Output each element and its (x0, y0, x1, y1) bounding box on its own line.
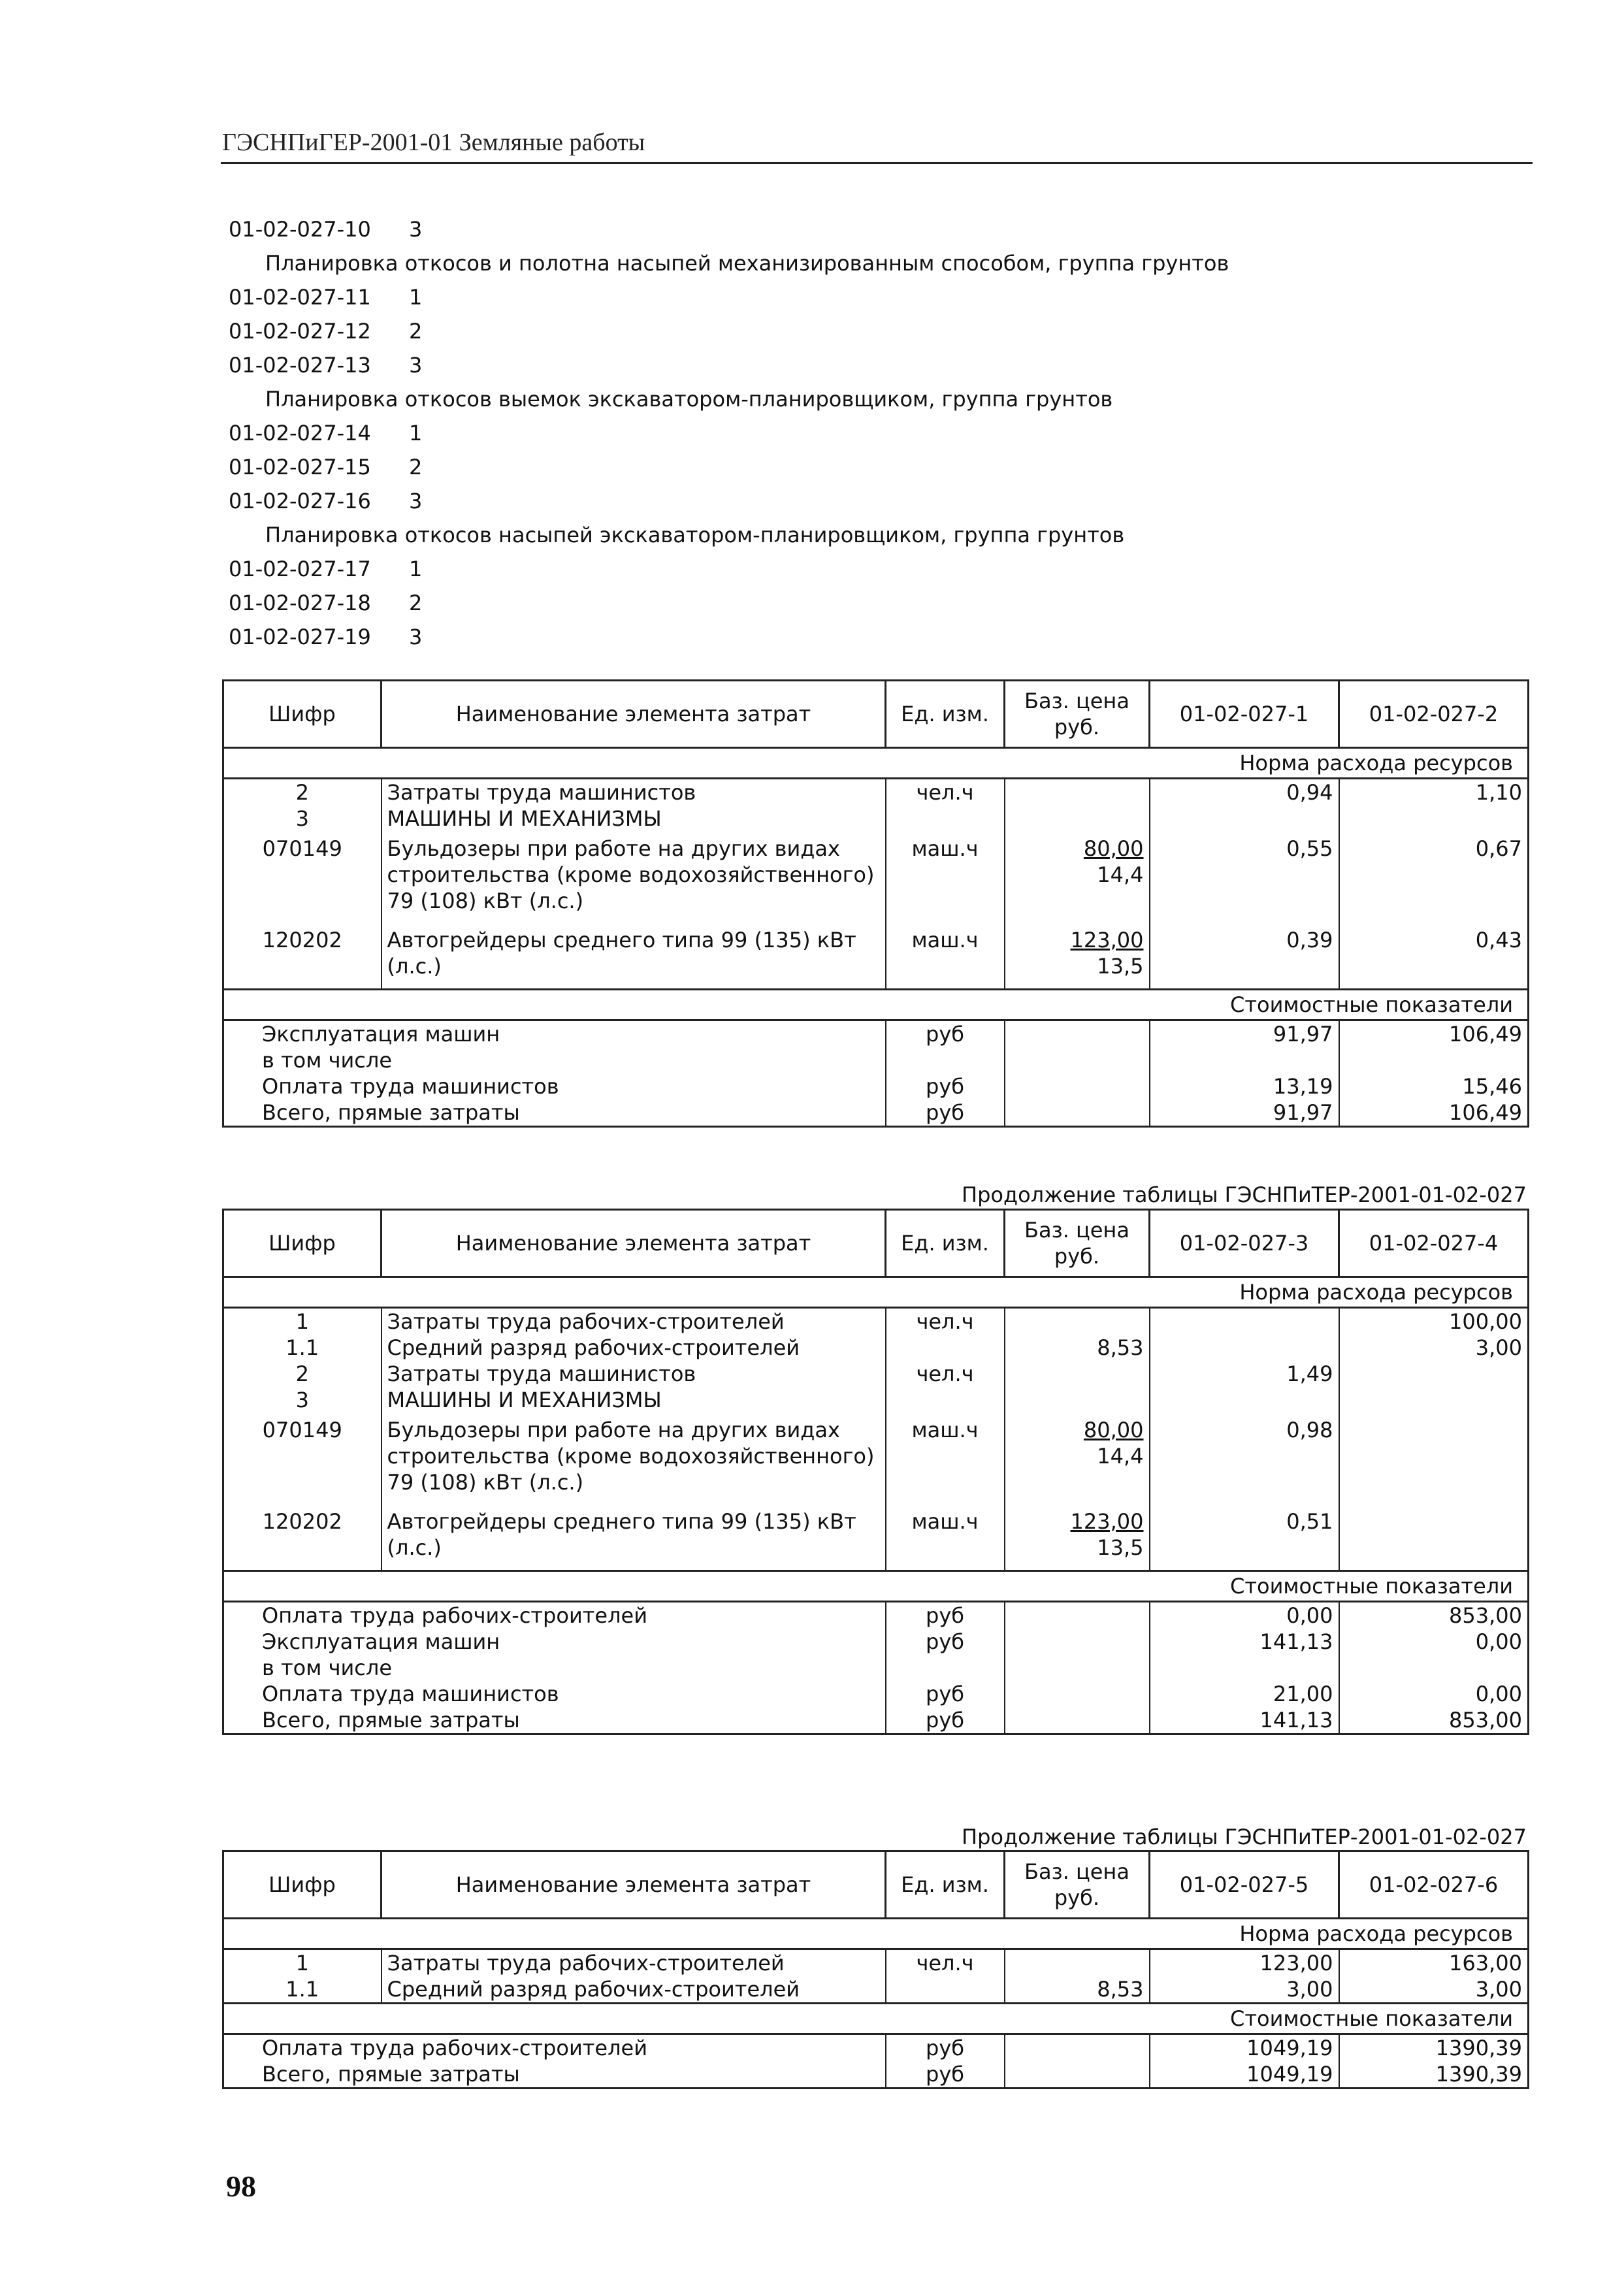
row-code: 1 (223, 1949, 382, 1977)
row-code: 120202 (223, 923, 382, 990)
row-norm-2 (1339, 1361, 1529, 1387)
row-unit: маш.ч (886, 1413, 1005, 1504)
table-row (223, 1361, 1529, 1387)
row-code: 070149 (223, 832, 382, 923)
column-header-code: Шифр (223, 681, 382, 748)
row-price-value: 8,53 (1097, 1977, 1144, 2002)
list-item (229, 212, 1535, 246)
row-price (1005, 1387, 1150, 1413)
norm-section-label: Норма расхода ресурсов (223, 748, 1529, 779)
row-code: 3 (223, 805, 382, 832)
table-continuation-label: Продолжение таблицы ГЭСНПиТЕР-2001-01-02-027 (962, 1825, 1527, 1849)
list-item-value: 1 (409, 285, 423, 310)
cost-unit: руб (886, 1681, 1005, 1707)
list-item (229, 484, 1535, 518)
row-price-value: 80,00 (1083, 1418, 1144, 1442)
list-item-value: 2 (409, 455, 423, 480)
cost-row (223, 1629, 1529, 1655)
row-name: Бульдозеры при работе на других видах строительства (кроме водохозяйственного) 79 (108) кВт (л.с.) (382, 1413, 886, 1504)
list-item-code: 01-02-027-17 (229, 557, 371, 581)
cost-empty (1005, 1073, 1150, 1099)
row-unit: чел.ч (886, 779, 1005, 806)
table-row (223, 1413, 1529, 1504)
cost-row (223, 2061, 1529, 2089)
cost-label: Оплата труда машинистов (223, 1681, 886, 1707)
row-price-value: 123,00 (1070, 928, 1144, 952)
cost-value-2: 853,00 (1339, 1707, 1529, 1734)
cost-value-1: 21,00 (1150, 1681, 1339, 1707)
cost-row (223, 1073, 1529, 1099)
row-unit: чел.ч (886, 1949, 1005, 1977)
cost-label: Эксплуатация машин (223, 1629, 886, 1655)
cost-empty (1005, 1655, 1150, 1681)
table-row (223, 1387, 1529, 1413)
cost-empty (1005, 1629, 1150, 1655)
price-header-unit: руб. (1054, 1244, 1100, 1269)
cost-unit: руб (886, 1073, 1005, 1099)
row-norm-2 (1339, 1504, 1529, 1571)
row-norm-1 (1150, 805, 1339, 832)
cost-value-1 (1150, 1655, 1339, 1681)
row-norm-1: 0,51 (1150, 1504, 1339, 1571)
cost-value-2: 0,00 (1339, 1629, 1529, 1655)
row-quantity-value: 14,4 (1097, 1444, 1144, 1469)
cost-value-2 (1339, 1047, 1529, 1073)
table-row (223, 805, 1529, 832)
list-item (229, 280, 1535, 314)
row-name: Затраты труда рабочих-строителей (382, 1949, 886, 1977)
table-row (223, 923, 1529, 990)
cost-row (223, 1602, 1529, 1629)
row-norm-1: 0,94 (1150, 779, 1339, 806)
price-header-unit: руб. (1054, 715, 1100, 740)
column-header-name: Наименование элемента затрат (382, 681, 886, 748)
row-code: 070149 (223, 1413, 382, 1504)
row-price (1005, 1335, 1150, 1361)
row-norm-1: 0,55 (1150, 832, 1339, 923)
row-norm-1 (1150, 1308, 1339, 1335)
cost-value-1: 0,00 (1150, 1602, 1339, 1629)
list-heading: Планировка откосов и полотна насыпей механизированным способом, группа грунтов (265, 251, 1229, 276)
row-price-value: 123,00 (1070, 1509, 1144, 1534)
row-code: 2 (223, 779, 382, 806)
list-item-value: 2 (409, 591, 423, 615)
norm-section-label: Норма расхода ресурсов (223, 1919, 1529, 1949)
row-code: 120202 (223, 1504, 382, 1571)
cost-empty (1005, 1099, 1150, 1127)
cost-row (223, 1047, 1529, 1073)
list-item-code: 01-02-027-15 (229, 455, 371, 480)
cost-value-2: 1390,39 (1339, 2034, 1529, 2062)
price-header-unit: руб. (1054, 1885, 1100, 1910)
row-norm-2: 3,00 (1339, 1976, 1529, 2004)
row-price (1005, 923, 1150, 990)
list-item-code: 01-02-027-14 (229, 421, 371, 446)
cost-row (223, 2034, 1529, 2062)
norm-section-label: Норма расхода ресурсов (223, 1277, 1529, 1308)
cost-row (223, 1099, 1529, 1127)
column-header-norm-1: 01-02-027-1 (1150, 681, 1339, 748)
row-price (1005, 1413, 1150, 1504)
row-price (1005, 1504, 1150, 1571)
row-name: Средний разряд рабочих-строителей (382, 1976, 886, 2004)
cost-unit: руб (886, 1629, 1005, 1655)
table-row (223, 1308, 1529, 1335)
list-item (229, 586, 1535, 620)
row-norm-2: 1,10 (1339, 779, 1529, 806)
cost-section-label: Стоимостные показатели (223, 990, 1529, 1020)
row-unit: чел.ч (886, 1308, 1005, 1335)
item-list (229, 212, 1535, 654)
row-norm-1 (1150, 1387, 1339, 1413)
cost-value-1: 91,97 (1150, 1099, 1339, 1127)
cost-value-1 (1150, 1047, 1339, 1073)
row-name: Бульдозеры при работе на других видах строительства (кроме водохозяйственного) 79 (108) кВт (л.с.) (382, 832, 886, 923)
cost-unit: руб (886, 1099, 1005, 1127)
cost-value-1: 141,13 (1150, 1707, 1339, 1734)
resource-norm-table (222, 1850, 1529, 2089)
column-header-norm-1: 01-02-027-3 (1150, 1210, 1339, 1277)
cost-label: Всего, прямые затраты (223, 1707, 886, 1734)
cost-unit (886, 1047, 1005, 1073)
row-name: МАШИНЫ И МЕХАНИЗМЫ (382, 1387, 886, 1413)
list-item-code: 01-02-027-18 (229, 591, 371, 615)
list-item-value: 3 (409, 217, 423, 242)
cost-row (223, 1681, 1529, 1707)
list-item-value: 3 (409, 353, 423, 378)
cost-unit: руб (886, 1707, 1005, 1734)
table-row (223, 1504, 1529, 1571)
row-norm-2: 3,00 (1339, 1335, 1529, 1361)
row-code: 1.1 (223, 1335, 382, 1361)
row-quantity-value: 14,4 (1097, 862, 1144, 887)
row-norm-1: 0,39 (1150, 923, 1339, 990)
cost-empty (1005, 1707, 1150, 1734)
row-unit: чел.ч (886, 1361, 1005, 1387)
row-price (1005, 832, 1150, 923)
cost-value-2: 106,49 (1339, 1099, 1529, 1127)
row-code: 3 (223, 1387, 382, 1413)
list-item-code: 01-02-027-13 (229, 353, 371, 378)
row-name: Затраты труда рабочих-строителей (382, 1308, 886, 1335)
table-row (223, 1976, 1529, 2004)
cost-unit (886, 1655, 1005, 1681)
list-item-value: 2 (409, 319, 423, 344)
cost-value-1: 141,13 (1150, 1629, 1339, 1655)
column-header-norm-1: 01-02-027-5 (1150, 1851, 1339, 1919)
cost-value-1: 13,19 (1150, 1073, 1339, 1099)
table-row (223, 832, 1529, 923)
column-header-name: Наименование элемента затрат (382, 1210, 886, 1277)
cost-value-1: 1049,19 (1150, 2061, 1339, 2089)
row-unit: маш.ч (886, 832, 1005, 923)
row-norm-1: 3,00 (1150, 1976, 1339, 2004)
column-header-norm-2: 01-02-027-2 (1339, 681, 1529, 748)
cost-label: в том числе (223, 1047, 886, 1073)
cost-label: Всего, прямые затраты (223, 2061, 886, 2089)
column-header-unit: Ед. изм. (886, 681, 1005, 748)
cost-unit: руб (886, 1020, 1005, 1048)
list-item (229, 314, 1535, 348)
column-header-norm-2: 01-02-027-4 (1339, 1210, 1529, 1277)
row-code: 1 (223, 1308, 382, 1335)
cost-value-1: 1049,19 (1150, 2034, 1339, 2062)
cost-row (223, 1707, 1529, 1734)
price-header-line: Баз. цена (1024, 1218, 1129, 1243)
column-header-code: Шифр (223, 1851, 382, 1919)
cost-value-2: 15,46 (1339, 1073, 1529, 1099)
row-price-value: 8,53 (1097, 1335, 1144, 1360)
page-number: 98 (226, 2170, 256, 2203)
list-item-value: 3 (409, 625, 423, 649)
list-item-code: 01-02-027-12 (229, 319, 371, 344)
row-name: Затраты труда машинистов (382, 1361, 886, 1387)
row-unit: маш.ч (886, 1504, 1005, 1571)
cost-unit: руб (886, 2061, 1005, 2089)
resource-norm-table (222, 1209, 1529, 1735)
price-header-line: Баз. цена (1024, 1859, 1129, 1884)
row-norm-1: 123,00 (1150, 1949, 1339, 1977)
list-item (229, 450, 1535, 484)
cost-value-2: 853,00 (1339, 1602, 1529, 1629)
cost-row (223, 1020, 1529, 1048)
cost-empty (1005, 1020, 1150, 1048)
cost-empty (1005, 1047, 1150, 1073)
cost-empty (1005, 2034, 1150, 2062)
row-unit: маш.ч (886, 923, 1005, 990)
row-norm-2: 0,43 (1339, 923, 1529, 990)
table-row (223, 1335, 1529, 1361)
row-unit (886, 1976, 1005, 2004)
row-norm-2: 0,67 (1339, 832, 1529, 923)
running-head: ГЭСНПиГЕР-2001-01 Земляные работы (222, 129, 645, 156)
list-heading: Планировка откосов насыпей экскаватором-планировщиком, группа грунтов (265, 523, 1125, 547)
cost-unit: руб (886, 2034, 1005, 2062)
list-item-code: 01-02-027-16 (229, 489, 371, 513)
cost-value-2: 0,00 (1339, 1681, 1529, 1707)
column-header-price (1005, 681, 1150, 748)
row-unit (886, 805, 1005, 832)
row-quantity-value: 13,5 (1097, 954, 1144, 979)
cost-label: Оплата труда машинистов (223, 1073, 886, 1099)
cost-value-1: 91,97 (1150, 1020, 1339, 1048)
list-item (229, 552, 1535, 586)
cost-label: в том числе (223, 1655, 886, 1681)
row-price (1005, 1308, 1150, 1335)
column-header-price (1005, 1851, 1150, 1919)
list-item (229, 620, 1535, 654)
list-item-value: 3 (409, 489, 423, 513)
cost-empty (1005, 2061, 1150, 2089)
cost-row (223, 1655, 1529, 1681)
cost-empty (1005, 1602, 1150, 1629)
column-header-unit: Ед. изм. (886, 1210, 1005, 1277)
row-norm-2 (1339, 1413, 1529, 1504)
row-unit (886, 1387, 1005, 1413)
row-code: 2 (223, 1361, 382, 1387)
row-price (1005, 1949, 1150, 1977)
cost-label: Оплата труда рабочих-строителей (223, 2034, 886, 2062)
cost-label: Оплата труда рабочих-строителей (223, 1602, 886, 1629)
row-price-value: 80,00 (1083, 836, 1144, 861)
cost-unit: руб (886, 1602, 1005, 1629)
row-name: Автогрейдеры среднего типа 99 (135) кВт (л.с.) (382, 923, 886, 990)
price-header-line: Баз. цена (1024, 689, 1129, 713)
row-norm-2 (1339, 1387, 1529, 1413)
row-code: 1.1 (223, 1976, 382, 2004)
list-item-code: 01-02-027-19 (229, 625, 371, 649)
cost-label: Эксплуатация машин (223, 1020, 886, 1048)
row-name: МАШИНЫ И МЕХАНИЗМЫ (382, 805, 886, 832)
row-name: Средний разряд рабочих-строителей (382, 1335, 886, 1361)
cost-value-2: 1390,39 (1339, 2061, 1529, 2089)
row-unit (886, 1335, 1005, 1361)
list-item-value: 1 (409, 557, 423, 581)
row-price (1005, 805, 1150, 832)
list-heading: Планировка откосов выемок экскаватором-планировщиком, группа грунтов (265, 387, 1113, 412)
cost-empty (1005, 1681, 1150, 1707)
column-header-name: Наименование элемента затрат (382, 1851, 886, 1919)
row-price (1005, 779, 1150, 806)
list-item-value: 1 (409, 421, 423, 446)
row-price (1005, 1361, 1150, 1387)
row-norm-2 (1339, 805, 1529, 832)
cost-label: Всего, прямые затраты (223, 1099, 886, 1127)
row-norm-2: 163,00 (1339, 1949, 1529, 1977)
column-header-price (1005, 1210, 1150, 1277)
cost-value-2 (1339, 1655, 1529, 1681)
list-item (229, 416, 1535, 450)
row-name: Автогрейдеры среднего типа 99 (135) кВт (л.с.) (382, 1504, 886, 1571)
cost-section-label: Стоимостные показатели (223, 1571, 1529, 1602)
table-continuation-label: Продолжение таблицы ГЭСНПиТЕР-2001-01-02-027 (962, 1182, 1527, 1207)
column-header-unit: Ед. изм. (886, 1851, 1005, 1919)
row-norm-1: 1,49 (1150, 1361, 1339, 1387)
cost-value-2: 106,49 (1339, 1020, 1529, 1048)
row-price (1005, 1976, 1150, 2004)
row-norm-2: 100,00 (1339, 1308, 1529, 1335)
column-header-norm-2: 01-02-027-6 (1339, 1851, 1529, 1919)
header-rule (221, 162, 1533, 164)
column-header-code: Шифр (223, 1210, 382, 1277)
list-item-code: 01-02-027-10 (229, 217, 371, 242)
table-row (223, 779, 1529, 806)
row-norm-1 (1150, 1335, 1339, 1361)
row-quantity-value: 13,5 (1097, 1535, 1144, 1560)
resource-norm-table (222, 679, 1529, 1128)
table-row (223, 1949, 1529, 1977)
cost-section-label: Стоимостные показатели (223, 2004, 1529, 2034)
list-item (229, 348, 1535, 382)
row-name: Затраты труда машинистов (382, 779, 886, 806)
list-item-code: 01-02-027-11 (229, 285, 371, 310)
row-norm-1: 0,98 (1150, 1413, 1339, 1504)
